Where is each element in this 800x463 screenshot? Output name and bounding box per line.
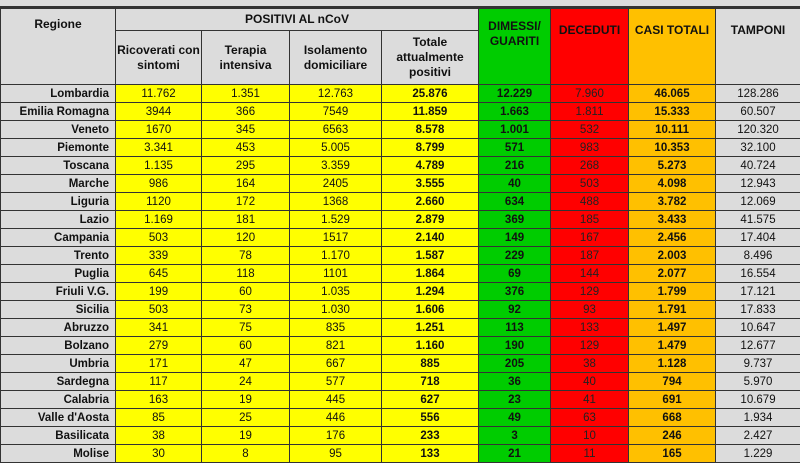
cell-dimessi: 23: [479, 391, 551, 409]
table-row: [1, 193, 800, 211]
cell-ricoverati: 1670: [116, 121, 202, 139]
cell-terapia: 75: [202, 319, 290, 337]
cell-regione: Emilia Romagna: [1, 103, 116, 121]
cell-isolamento: 445: [290, 391, 382, 409]
top-strip: [0, 0, 800, 8]
cell-tamponi: 12.677: [716, 337, 800, 355]
cell-tamponi: 1.229: [716, 445, 800, 463]
cell-casi-totali: 1.128: [629, 355, 716, 373]
table-row: [1, 247, 800, 265]
cell-regione: Abruzzo: [1, 319, 116, 337]
cell-deceduti: 63: [551, 409, 629, 427]
cell-ricoverati: 30: [116, 445, 202, 463]
cell-isolamento: 1368: [290, 193, 382, 211]
cell-isolamento: 577: [290, 373, 382, 391]
cell-terapia: 60: [202, 283, 290, 301]
cell-deceduti: 488: [551, 193, 629, 211]
cell-isolamento: 12.763: [290, 85, 382, 103]
cell-isolamento: 2405: [290, 175, 382, 193]
cell-totale: 1.587: [382, 247, 479, 265]
cell-isolamento: 446: [290, 409, 382, 427]
cell-totale: 2.140: [382, 229, 479, 247]
cell-ricoverati: 163: [116, 391, 202, 409]
cell-deceduti: 11: [551, 445, 629, 463]
cell-regione: Marche: [1, 175, 116, 193]
cell-deceduti: 129: [551, 337, 629, 355]
cell-terapia: 164: [202, 175, 290, 193]
cell-tamponi: 16.554: [716, 265, 800, 283]
cell-casi-totali: 2.456: [629, 229, 716, 247]
cell-deceduti: 144: [551, 265, 629, 283]
cell-dimessi: 21: [479, 445, 551, 463]
table-row: [1, 427, 800, 445]
cell-totale: 556: [382, 409, 479, 427]
cell-deceduti: 187: [551, 247, 629, 265]
cell-dimessi: 36: [479, 373, 551, 391]
cell-isolamento: 95: [290, 445, 382, 463]
cell-regione: Basilicata: [1, 427, 116, 445]
header-tamponi: TAMPONI: [716, 9, 800, 85]
cell-ricoverati: 11.762: [116, 85, 202, 103]
cell-deceduti: 185: [551, 211, 629, 229]
cell-deceduti: 532: [551, 121, 629, 139]
cell-casi-totali: 2.003: [629, 247, 716, 265]
cell-dimessi: 571: [479, 139, 551, 157]
cell-dimessi: 113: [479, 319, 551, 337]
cell-deceduti: 40: [551, 373, 629, 391]
cell-isolamento: 821: [290, 337, 382, 355]
cell-terapia: 19: [202, 391, 290, 409]
cell-isolamento: 176: [290, 427, 382, 445]
cell-dimessi: 205: [479, 355, 551, 373]
cell-totale: 4.789: [382, 157, 479, 175]
cell-deceduti: 10: [551, 427, 629, 445]
cell-ricoverati: 3.341: [116, 139, 202, 157]
cell-dimessi: 49: [479, 409, 551, 427]
cell-tamponi: 120.320: [716, 121, 800, 139]
cell-ricoverati: 341: [116, 319, 202, 337]
header-dimessi: DIMESSI/ GUARITI: [479, 9, 551, 85]
cell-casi-totali: 15.333: [629, 103, 716, 121]
table-row: [1, 85, 800, 103]
table-row: [1, 319, 800, 337]
table-row: [1, 265, 800, 283]
cell-regione: Toscana: [1, 157, 116, 175]
cell-deceduti: 167: [551, 229, 629, 247]
cell-terapia: 345: [202, 121, 290, 139]
cell-isolamento: 1517: [290, 229, 382, 247]
cell-regione: Trento: [1, 247, 116, 265]
cell-terapia: 25: [202, 409, 290, 427]
header-ricoverati: Ricoverati con sintomi: [116, 31, 202, 85]
cell-regione: Friuli V.G.: [1, 283, 116, 301]
cell-totale: 2.879: [382, 211, 479, 229]
cell-regione: Liguria: [1, 193, 116, 211]
table-row: [1, 391, 800, 409]
cell-regione: Veneto: [1, 121, 116, 139]
cell-regione: Puglia: [1, 265, 116, 283]
cell-ricoverati: 279: [116, 337, 202, 355]
cell-dimessi: 40: [479, 175, 551, 193]
cell-isolamento: 667: [290, 355, 382, 373]
cell-totale: 1.160: [382, 337, 479, 355]
cell-casi-totali: 4.098: [629, 175, 716, 193]
cell-dimessi: 3: [479, 427, 551, 445]
table-row: [1, 211, 800, 229]
cell-ricoverati: 171: [116, 355, 202, 373]
cell-terapia: 47: [202, 355, 290, 373]
cell-casi-totali: 1.479: [629, 337, 716, 355]
header-terapia: Terapia intensiva: [202, 31, 290, 85]
cell-ricoverati: 85: [116, 409, 202, 427]
header-totale: Totale attualmente positivi: [382, 31, 479, 85]
cell-terapia: 19: [202, 427, 290, 445]
cell-totale: 3.555: [382, 175, 479, 193]
cell-terapia: 172: [202, 193, 290, 211]
covid-regions-table: [0, 8, 800, 463]
cell-terapia: 60: [202, 337, 290, 355]
cell-casi-totali: 794: [629, 373, 716, 391]
cell-ricoverati: 1120: [116, 193, 202, 211]
cell-casi-totali: 10.353: [629, 139, 716, 157]
cell-casi-totali: 3.433: [629, 211, 716, 229]
cell-dimessi: 376: [479, 283, 551, 301]
cell-tamponi: 10.679: [716, 391, 800, 409]
cell-deceduti: 41: [551, 391, 629, 409]
cell-deceduti: 38: [551, 355, 629, 373]
cell-casi-totali: 5.273: [629, 157, 716, 175]
cell-terapia: 366: [202, 103, 290, 121]
cell-isolamento: 7549: [290, 103, 382, 121]
cell-regione: Campania: [1, 229, 116, 247]
cell-deceduti: 268: [551, 157, 629, 175]
cell-totale: 2.660: [382, 193, 479, 211]
cell-totale: 11.859: [382, 103, 479, 121]
cell-ricoverati: 1.135: [116, 157, 202, 175]
cell-casi-totali: 1.497: [629, 319, 716, 337]
cell-regione: Lazio: [1, 211, 116, 229]
cell-dimessi: 92: [479, 301, 551, 319]
cell-tamponi: 32.100: [716, 139, 800, 157]
cell-terapia: 181: [202, 211, 290, 229]
cell-casi-totali: 1.799: [629, 283, 716, 301]
cell-tamponi: 2.427: [716, 427, 800, 445]
table-row: [1, 157, 800, 175]
cell-ricoverati: 117: [116, 373, 202, 391]
cell-totale: 1.251: [382, 319, 479, 337]
cell-terapia: 8: [202, 445, 290, 463]
cell-tamponi: 1.934: [716, 409, 800, 427]
cell-casi-totali: 3.782: [629, 193, 716, 211]
header-deceduti: DECEDUTI: [551, 9, 629, 85]
cell-casi-totali: 668: [629, 409, 716, 427]
cell-ricoverati: 645: [116, 265, 202, 283]
cell-casi-totali: 691: [629, 391, 716, 409]
cell-tamponi: 40.724: [716, 157, 800, 175]
table-row: [1, 103, 800, 121]
cell-tamponi: 12.943: [716, 175, 800, 193]
cell-isolamento: 1.529: [290, 211, 382, 229]
cell-dimessi: 12.229: [479, 85, 551, 103]
cell-dimessi: 149: [479, 229, 551, 247]
cell-deceduti: 1.811: [551, 103, 629, 121]
cell-tamponi: 10.647: [716, 319, 800, 337]
cell-totale: 133: [382, 445, 479, 463]
cell-deceduti: 129: [551, 283, 629, 301]
cell-totale: 1.294: [382, 283, 479, 301]
cell-isolamento: 1101: [290, 265, 382, 283]
cell-ricoverati: 339: [116, 247, 202, 265]
table-row: [1, 355, 800, 373]
cell-dimessi: 190: [479, 337, 551, 355]
cell-terapia: 453: [202, 139, 290, 157]
header-positivi-group: POSITIVI AL nCoV: [116, 9, 479, 31]
cell-ricoverati: 3944: [116, 103, 202, 121]
cell-regione: Sardegna: [1, 373, 116, 391]
table-row: [1, 229, 800, 247]
cell-tamponi: 128.286: [716, 85, 800, 103]
table-row: [1, 301, 800, 319]
cell-ricoverati: 38: [116, 427, 202, 445]
cell-totale: 718: [382, 373, 479, 391]
cell-tamponi: 17.404: [716, 229, 800, 247]
cell-terapia: 1.351: [202, 85, 290, 103]
cell-terapia: 24: [202, 373, 290, 391]
cell-tamponi: 9.737: [716, 355, 800, 373]
cell-ricoverati: 986: [116, 175, 202, 193]
table-row: [1, 373, 800, 391]
cell-dimessi: 216: [479, 157, 551, 175]
cell-casi-totali: 46.065: [629, 85, 716, 103]
cell-regione: Valle d'Aosta: [1, 409, 116, 427]
cell-isolamento: 1.035: [290, 283, 382, 301]
header-casi-totali: CASI TOTALI: [629, 9, 716, 85]
table-row: [1, 121, 800, 139]
cell-totale: 25.876: [382, 85, 479, 103]
cell-tamponi: 12.069: [716, 193, 800, 211]
cell-terapia: 295: [202, 157, 290, 175]
cell-isolamento: 1.170: [290, 247, 382, 265]
cell-totale: 1.606: [382, 301, 479, 319]
cell-terapia: 118: [202, 265, 290, 283]
cell-ricoverati: 503: [116, 229, 202, 247]
cell-dimessi: 229: [479, 247, 551, 265]
cell-ricoverati: 503: [116, 301, 202, 319]
table-row: [1, 337, 800, 355]
cell-deceduti: 93: [551, 301, 629, 319]
header-regione: Regione: [1, 9, 116, 85]
cell-casi-totali: 246: [629, 427, 716, 445]
table-row: [1, 445, 800, 463]
cell-deceduti: 7.960: [551, 85, 629, 103]
cell-regione: Calabria: [1, 391, 116, 409]
cell-dimessi: 1.663: [479, 103, 551, 121]
cell-regione: Molise: [1, 445, 116, 463]
cell-regione: Piemonte: [1, 139, 116, 157]
cell-dimessi: 1.001: [479, 121, 551, 139]
cell-tamponi: 41.575: [716, 211, 800, 229]
cell-tamponi: 17.121: [716, 283, 800, 301]
cell-casi-totali: 2.077: [629, 265, 716, 283]
cell-terapia: 120: [202, 229, 290, 247]
cell-terapia: 78: [202, 247, 290, 265]
table-row: [1, 409, 800, 427]
header-isolamento: Isolamento domiciliare: [290, 31, 382, 85]
cell-isolamento: 6563: [290, 121, 382, 139]
table-row: [1, 175, 800, 193]
cell-dimessi: 69: [479, 265, 551, 283]
cell-isolamento: 835: [290, 319, 382, 337]
cell-deceduti: 983: [551, 139, 629, 157]
cell-totale: 8.799: [382, 139, 479, 157]
cell-dimessi: 369: [479, 211, 551, 229]
cell-totale: 233: [382, 427, 479, 445]
cell-ricoverati: 199: [116, 283, 202, 301]
cell-isolamento: 3.359: [290, 157, 382, 175]
cell-terapia: 73: [202, 301, 290, 319]
cell-regione: Lombardia: [1, 85, 116, 103]
cell-isolamento: 1.030: [290, 301, 382, 319]
cell-isolamento: 5.005: [290, 139, 382, 157]
cell-totale: 1.864: [382, 265, 479, 283]
cell-dimessi: 634: [479, 193, 551, 211]
cell-deceduti: 133: [551, 319, 629, 337]
cell-totale: 627: [382, 391, 479, 409]
cell-tamponi: 17.833: [716, 301, 800, 319]
cell-totale: 885: [382, 355, 479, 373]
cell-regione: Umbria: [1, 355, 116, 373]
cell-ricoverati: 1.169: [116, 211, 202, 229]
cell-casi-totali: 165: [629, 445, 716, 463]
cell-regione: Bolzano: [1, 337, 116, 355]
cell-tamponi: 8.496: [716, 247, 800, 265]
cell-totale: 8.578: [382, 121, 479, 139]
table-row: [1, 139, 800, 157]
table-row: [1, 283, 800, 301]
cell-tamponi: 60.507: [716, 103, 800, 121]
cell-deceduti: 503: [551, 175, 629, 193]
cell-casi-totali: 1.791: [629, 301, 716, 319]
cell-casi-totali: 10.111: [629, 121, 716, 139]
cell-regione: Sicilia: [1, 301, 116, 319]
cell-tamponi: 5.970: [716, 373, 800, 391]
